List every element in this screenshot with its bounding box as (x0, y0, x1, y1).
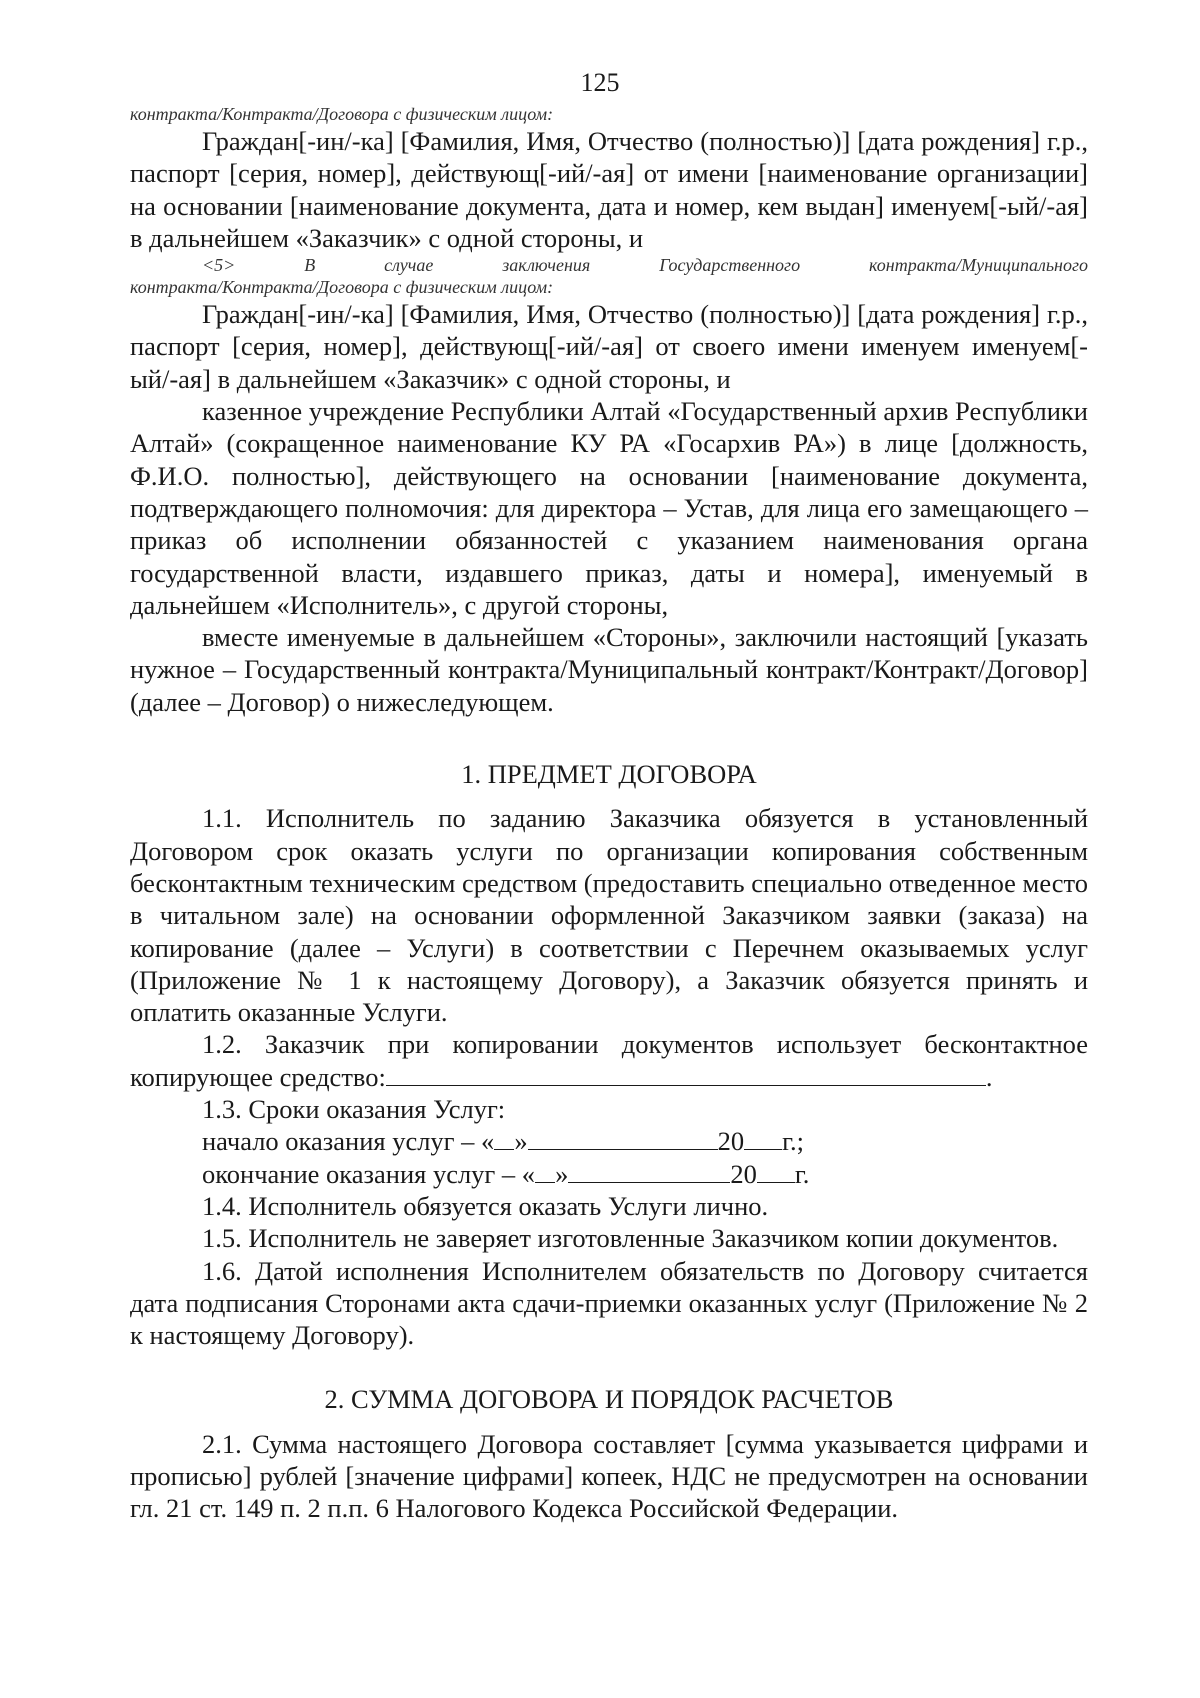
service-start-line: начало оказания услуг – « » 20 г.; (202, 1126, 804, 1157)
clause-2-1: 2.1. Сумма настоящего Договора составляет [сумма указывается цифрами и прописью] рублей [значение цифрами] копеек, НДС не предусмотрен на основании гл. 21 ст. 149 п. 2 п.п. 6 Налогового Кодекса Российской Федерации. (130, 1428, 1088, 1524)
clause-1-2-line1: 1.2. Заказчик при копировании документов использует бесконтактное (202, 1029, 1088, 1060)
footnote-5-line2: контракта/Контракта/Договора с физическим лицом: (130, 277, 554, 298)
clause-1-5: 1.5. Исполнитель не заверяет изготовленные Заказчиком копии документов. (202, 1223, 1059, 1254)
paragraph-parties: вместе именуемые в дальнейшем «Стороны», заключили настоящий [указать нужное – Государственный контракта/Муниципальный контракт/Контракт/Договор] (далее – Договор) о нижеследующем. (130, 622, 1088, 717)
paragraph-executor: казенное учреждение Республики Алтай «Государственный архив Республики Алтай» (сокращенное наименование КУ РА «Госархив РА») в лице [должность, Ф.И.О. полностью], действующего на основании [наименование документа, подтверждающего полномочия: для директора – Устав, для лица его замещающего – приказ об исполнении обязанностей с указанием наименования органа государственной власти, издавшего приказ, даты и номера], именуемый в дальнейшем «Исполнитель», с другой стороны, (130, 396, 1088, 620)
section-1-title: 1. ПРЕДМЕТ ДОГОВОРА (461, 759, 757, 790)
clause-1-2-line2 (130, 1061, 1088, 1093)
section-2-title: 2. СУММА ДОГОВОРА И ПОРЯДОК РАСЧЕТОВ (324, 1384, 894, 1415)
clause-1-2-end: . (985, 1061, 993, 1092)
service-end-line: окончание оказания услуг – « » 20 г. (202, 1158, 810, 1189)
copying-device-blank (386, 1061, 986, 1086)
end-day-blank (535, 1158, 555, 1183)
end-month-blank (568, 1158, 730, 1183)
clause-1-2-label: копирующее средство: (130, 1061, 386, 1092)
clause-1-1: 1.1. Исполнитель по заданию Заказчика обязуется в установленный Договором срок оказать услуги по организации копирования собственным бесконтактным техническим средством (предоставить специально отведенное место в читальном зале) на основании оформленной Заказчиком заявки (заказа) на копирование (далее – Услуги) в соответствии с Перечнем оказываемых услуг (Приложение № 1 к настоящему Договору), а Заказчик обязуется принять и оплатить оказанные Услуги. (130, 803, 1088, 1028)
clause-1-4: 1.4. Исполнитель обязуется оказать Услуги лично. (202, 1190, 769, 1221)
footnote-continuation: контракта/Контракта/Договора с физическим лицом: (130, 104, 554, 124)
start-month-blank (528, 1125, 718, 1150)
start-year-blank (744, 1125, 782, 1150)
footnote-5-line1: <5> В случае заключения Государственного контракта/Муниципального (202, 255, 1088, 276)
clause-1-6: 1.6. Датой исполнения Исполнителем обязательств по Договору считается дата подписания Сторонами акта сдачи-приемки оказанных услуг (Приложение № 2 к настоящему Договору). (130, 1255, 1088, 1351)
document-body (130, 103, 1088, 1525)
page-number: 125 (580, 68, 620, 97)
paragraph-citizen-on-behalf-of-org: Граждан[-ин/-ка] [Фамилия, Имя, Отчество (полностью)] [дата рождения] г.р., паспорт [серия, номер], действующ[-ий/-ая] от имени [наименование организации] на основании [наименование документа, дата и номер, кем выдан] именуем[-ый/-ая] в дальнейшем «Заказчик» с одной стороны, и (130, 126, 1088, 253)
paragraph-citizen-self: Граждан[-ин/-ка] [Фамилия, Имя, Отчество (полностью)] [дата рождения] г.р., паспорт [серия, номер], действующ[-ий/-ая] от своего имени именуем именуем[-ый/-ая] в дальнейшем «Заказчик» с одной стороны, и (130, 299, 1088, 394)
start-day-blank (494, 1125, 514, 1150)
end-year-blank (757, 1158, 795, 1183)
clause-1-3: 1.3. Сроки оказания Услуг: (202, 1094, 506, 1125)
